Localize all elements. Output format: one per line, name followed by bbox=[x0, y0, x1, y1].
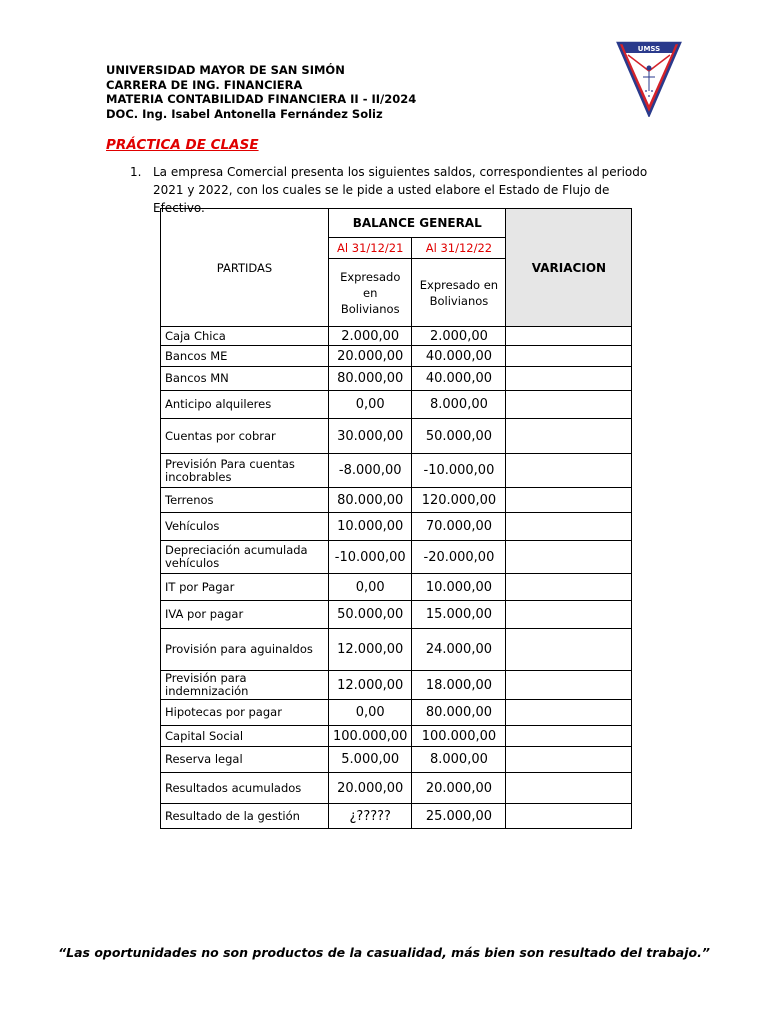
value-2021-cell: 12.000,00 bbox=[329, 671, 412, 700]
partida-cell: Provisión para aguinaldos bbox=[161, 629, 329, 671]
value-2021-cell: 20.000,00 bbox=[329, 346, 412, 367]
partida-cell: Reserva legal bbox=[161, 747, 329, 773]
value-2022-cell: -20.000,00 bbox=[412, 541, 506, 574]
value-2022-cell: 15.000,00 bbox=[412, 601, 506, 629]
variacion-cell bbox=[506, 541, 632, 574]
value-2022-cell: 50.000,00 bbox=[412, 419, 506, 454]
value-2022-cell: 8.000,00 bbox=[412, 391, 506, 419]
partida-cell: Resultado de la gestión bbox=[161, 804, 329, 829]
value-2021-cell: 20.000,00 bbox=[329, 773, 412, 804]
partida-cell: Bancos ME bbox=[161, 346, 329, 367]
partida-cell: IT por Pagar bbox=[161, 574, 329, 601]
career-name: CARRERA DE ING. FINANCIERA bbox=[106, 77, 303, 92]
table-row bbox=[161, 804, 632, 829]
partida-cell: Hipotecas por pagar bbox=[161, 700, 329, 726]
exercise-number: 1. bbox=[130, 165, 142, 179]
value-2022-cell: 8.000,00 bbox=[412, 747, 506, 773]
table-row bbox=[161, 367, 632, 391]
partidas-header: PARTIDAS bbox=[161, 209, 329, 327]
partida-cell: IVA por pagar bbox=[161, 601, 329, 629]
variacion-cell bbox=[506, 513, 632, 541]
partida-cell: Depreciación acumulada vehículos bbox=[161, 541, 329, 574]
value-2022-cell: 24.000,00 bbox=[412, 629, 506, 671]
value-2022-cell: 10.000,00 bbox=[412, 574, 506, 601]
course-name: MATERIA CONTABILIDAD FINANCIERA II - II/2024 bbox=[106, 92, 417, 106]
value-2022-cell: 70.000,00 bbox=[412, 513, 506, 541]
table-row bbox=[161, 541, 632, 574]
value-2021-cell: 0,00 bbox=[329, 700, 412, 726]
value-2021-cell: -10.000,00 bbox=[329, 541, 412, 574]
table-row bbox=[161, 327, 632, 346]
variacion-cell bbox=[506, 671, 632, 700]
value-2021-cell: 80.000,00 bbox=[329, 488, 412, 513]
date-2021-header: Al 31/12/21 bbox=[329, 238, 412, 259]
partida-cell: Anticipo alquileres bbox=[161, 391, 329, 419]
date-2022-header: Al 31/12/22 bbox=[412, 238, 506, 259]
partida-cell: Capital Social bbox=[161, 726, 329, 747]
value-2021-cell: 100.000,00 bbox=[329, 726, 412, 747]
variacion-cell bbox=[506, 574, 632, 601]
variacion-header: VARIACION bbox=[506, 209, 632, 327]
expresado-2022-header: Expresado en Bolivianos bbox=[412, 259, 506, 327]
value-2022-cell: 40.000,00 bbox=[412, 367, 506, 391]
partida-cell: Vehículos bbox=[161, 513, 329, 541]
partida-cell: Previsión Para cuentas incobrables bbox=[161, 454, 329, 488]
variacion-cell bbox=[506, 700, 632, 726]
umss-shield-logo bbox=[616, 41, 682, 117]
variacion-cell bbox=[506, 629, 632, 671]
exercise-text: La empresa Comercial presenta los siguientes saldos, correspondientes al periodo 2021 y 2022, con los cuales se le pide a usted elabore el Estado de Flujo de Efectivo. bbox=[153, 165, 648, 215]
practice-title: PRÁCTICA DE CLASE bbox=[106, 137, 259, 153]
table-row bbox=[161, 454, 632, 488]
table-row bbox=[161, 629, 632, 671]
partida-cell: Resultados acumulados bbox=[161, 773, 329, 804]
value-2022-cell: 2.000,00 bbox=[412, 327, 506, 346]
value-2021-cell: 0,00 bbox=[329, 574, 412, 601]
variacion-cell bbox=[506, 773, 632, 804]
partida-cell: Previsión para indemnización bbox=[161, 671, 329, 700]
value-2022-cell: 100.000,00 bbox=[412, 726, 506, 747]
value-2022-cell: 20.000,00 bbox=[412, 773, 506, 804]
variacion-cell bbox=[506, 726, 632, 747]
table-row bbox=[161, 773, 632, 804]
table-row bbox=[161, 574, 632, 601]
university-name: UNIVERSIDAD MAYOR DE SAN SIMÓN bbox=[106, 63, 345, 77]
table-row bbox=[161, 726, 632, 747]
value-2022-cell: 25.000,00 bbox=[412, 804, 506, 829]
table-row bbox=[161, 488, 632, 513]
balance-table bbox=[160, 208, 632, 829]
closing-quote: “Las oportunidades no son productos de la casualidad, más bien son resultado del trabajo.” bbox=[58, 945, 710, 960]
table-row bbox=[161, 601, 632, 629]
table-row bbox=[161, 671, 632, 700]
variacion-cell bbox=[506, 391, 632, 419]
variacion-cell bbox=[506, 419, 632, 454]
variacion-cell bbox=[506, 454, 632, 488]
partida-cell: Caja Chica bbox=[161, 327, 329, 346]
partida-cell: Bancos MN bbox=[161, 367, 329, 391]
table-row bbox=[161, 700, 632, 726]
value-2021-cell: 30.000,00 bbox=[329, 419, 412, 454]
variacion-cell bbox=[506, 747, 632, 773]
balance-general-header: BALANCE GENERAL bbox=[329, 209, 506, 238]
expresado-2021-header: Expresado en Bolivianos bbox=[329, 259, 412, 327]
table-row bbox=[161, 346, 632, 367]
table-row bbox=[161, 391, 632, 419]
variacion-cell bbox=[506, 601, 632, 629]
value-2022-cell: 18.000,00 bbox=[412, 671, 506, 700]
variacion-cell bbox=[506, 327, 632, 346]
value-2022-cell: 80.000,00 bbox=[412, 700, 506, 726]
value-2021-cell: ¿????? bbox=[329, 804, 412, 829]
teacher-name: DOC. Ing. Isabel Antonella Fernández Soliz bbox=[106, 106, 383, 121]
variacion-cell bbox=[506, 488, 632, 513]
variacion-cell bbox=[506, 367, 632, 391]
value-2021-cell: 10.000,00 bbox=[329, 513, 412, 541]
value-2022-cell: -10.000,00 bbox=[412, 454, 506, 488]
value-2022-cell: 120.000,00 bbox=[412, 488, 506, 513]
value-2021-cell: 5.000,00 bbox=[329, 747, 412, 773]
value-2021-cell: 80.000,00 bbox=[329, 367, 412, 391]
variacion-cell bbox=[506, 346, 632, 367]
table-row bbox=[161, 747, 632, 773]
value-2022-cell: 40.000,00 bbox=[412, 346, 506, 367]
value-2021-cell: -8.000,00 bbox=[329, 454, 412, 488]
variacion-cell bbox=[506, 804, 632, 829]
partida-cell: Terrenos bbox=[161, 488, 329, 513]
partida-cell: Cuentas por cobrar bbox=[161, 419, 329, 454]
value-2021-cell: 0,00 bbox=[329, 391, 412, 419]
table-row bbox=[161, 513, 632, 541]
value-2021-cell: 50.000,00 bbox=[329, 601, 412, 629]
logo-text: UMSS bbox=[637, 45, 661, 53]
value-2021-cell: 2.000,00 bbox=[329, 327, 412, 346]
value-2021-cell: 12.000,00 bbox=[329, 629, 412, 671]
document-header bbox=[106, 63, 416, 121]
table-row bbox=[161, 419, 632, 454]
